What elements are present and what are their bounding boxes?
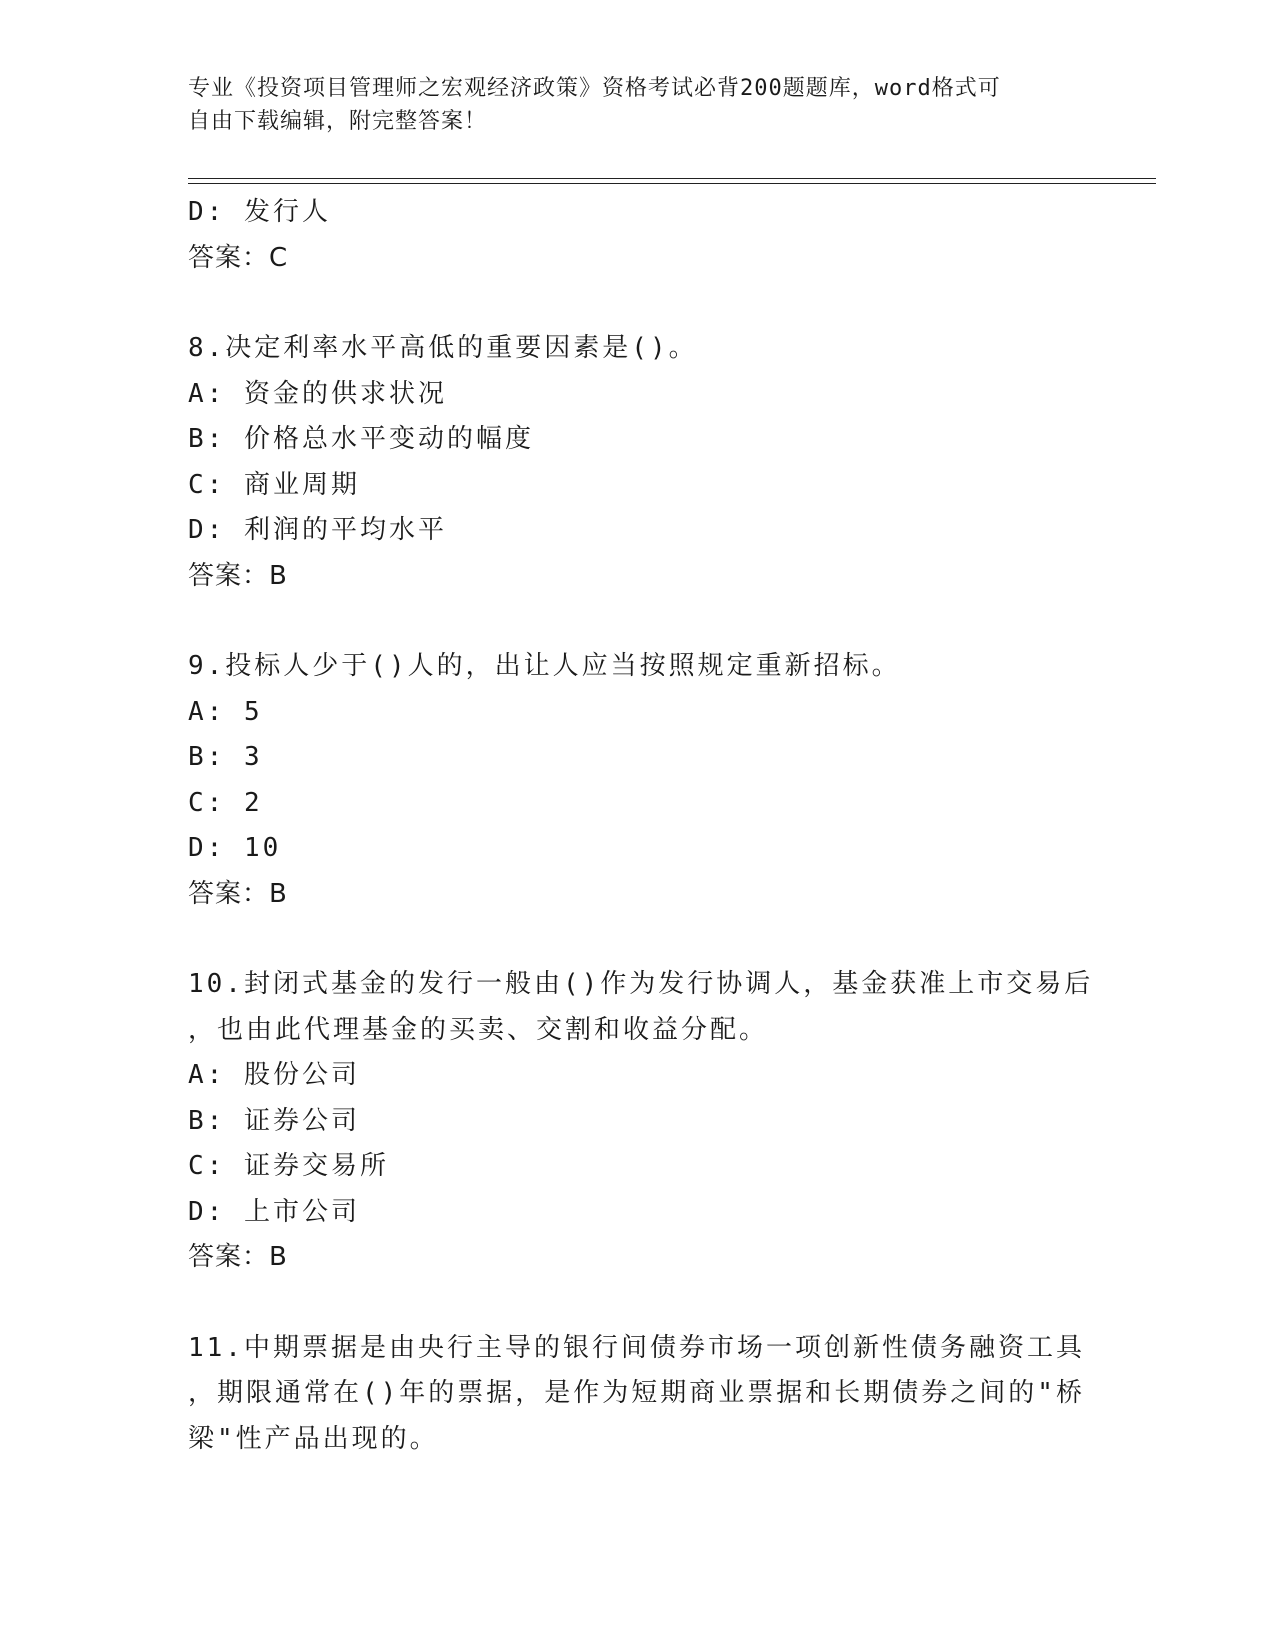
option-a: A: 5 [188,696,263,727]
header-divider-bottom [188,183,1156,184]
answer-line: 答案：C [188,242,289,273]
option-d: D: 利润的平均水平 [188,515,447,545]
option-c: C: 证券交易所 [188,1151,389,1181]
question-text: 8.决定利率水平高低的重要因素是()。 [188,333,698,363]
header-line-1: 专业《投资项目管理师之宏观经济政策》资格考试必背200题题库，word格式可 [188,76,1001,101]
option-d: D: 10 [188,833,282,863]
question-content [188,190,1094,1462]
option-d: D: 上市公司 [188,1196,360,1227]
header-divider-top [188,178,1156,179]
question-10 [188,962,1094,1281]
question-8 [188,326,1088,599]
question-text-line-3: 梁"性产品出现的。 [188,1423,439,1454]
answer-line: 答案：B [188,1242,288,1272]
option-a: A: 股份公司 [188,1060,360,1090]
question-text-line-1: 10.封闭式基金的发行一般由()作为发行协调人，基金获准上市交易后 [188,969,1094,999]
option-d: D: 发行人 [188,197,331,227]
header-line-2: 自由下载编辑，附完整答案！ [188,109,488,134]
answer-line: 答案：B [188,878,288,909]
question-9 [188,644,1088,917]
question-text-line-2: ，也由此代理基金的买卖、交割和收益分配。 [188,1014,769,1045]
option-b: B: 证券公司 [188,1105,360,1136]
option-a: A: 资金的供求状况 [188,378,447,409]
question-text-line-1: 11.中期票据是由央行主导的银行间债券市场一项创新性债务融资工具 [188,1332,1085,1363]
option-b: B: 价格总水平变动的幅度 [188,424,534,454]
question-11 [188,1326,1088,1463]
previous-question-tail [188,190,1088,281]
option-c: C: 商业周期 [188,469,360,500]
page-header [188,72,1088,138]
question-text: 9.投标人少于()人的，出让人应当按照规定重新招标。 [188,651,901,681]
option-b: B: 3 [188,742,263,772]
question-text-line-2: ，期限通常在()年的票据，是作为短期商业票据和长期债券之间的"桥 [188,1378,1085,1408]
answer-line: 答案：B [188,560,288,591]
option-c: C: 2 [188,787,263,818]
